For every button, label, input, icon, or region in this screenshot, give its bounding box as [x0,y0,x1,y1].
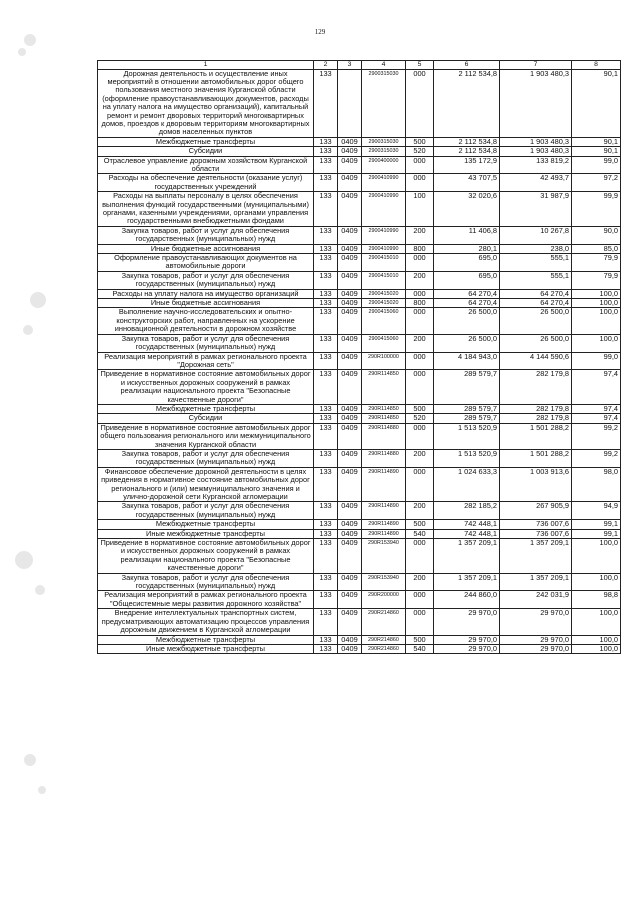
row-section-code: 0409 [338,137,362,146]
row-percent: 100,0 [572,609,621,635]
table-row [98,573,621,591]
row-admin-code: 133 [314,644,338,653]
row-section-code: 0409 [338,289,362,298]
row-expense-type: 100 [406,192,434,227]
row-admin-code: 133 [314,174,338,192]
row-admin-code: 133 [314,137,338,146]
row-admin-code: 133 [314,591,338,609]
row-expense-type: 000 [406,423,434,449]
row-target-code: 2900410990 [362,174,406,192]
row-percent: 99,9 [572,192,621,227]
row-section-code: 0409 [338,529,362,538]
page-number: 129 [314,28,326,36]
row-target-code: 290R114850 [362,404,406,413]
row-expense-type: 000 [406,308,434,334]
row-planned-amount: 289 579,7 [434,370,500,405]
row-expense-type: 000 [406,467,434,502]
table-row [98,226,621,244]
row-expense-type: 000 [406,370,434,405]
row-section-code: 0409 [338,449,362,467]
row-admin-code: 133 [314,352,338,370]
row-planned-amount: 244 860,0 [434,591,500,609]
row-planned-amount: 742 448,1 [434,529,500,538]
row-section-code: 0409 [338,299,362,308]
table-row [98,352,621,370]
row-section-code: 0409 [338,254,362,272]
row-target-code: 290R114890 [362,529,406,538]
row-admin-code: 133 [314,147,338,156]
row-actual-amount: 64 270,4 [500,289,572,298]
row-section-code: 0409 [338,174,362,192]
row-target-code: 2900415020 [362,289,406,298]
row-target-code: 290R114850 [362,414,406,423]
row-actual-amount: 555,1 [500,254,572,272]
row-name: Приведение в нормативное состояние автомобильных дорог и искусственных дорожных сооружений в рамках реализации национального проекта "Безопасные качественные дороги" [98,370,314,405]
row-actual-amount: 555,1 [500,271,572,289]
row-actual-amount: 1 357 209,1 [500,573,572,591]
row-actual-amount: 282 179,8 [500,414,572,423]
row-percent: 100,0 [572,334,621,352]
row-section-code: 0409 [338,502,362,520]
row-actual-amount: 1 903 480,3 [500,147,572,156]
row-target-code: 290R153940 [362,573,406,591]
table-row [98,529,621,538]
row-percent: 99,2 [572,449,621,467]
row-target-code: 2900410990 [362,244,406,253]
row-admin-code: 133 [314,520,338,529]
row-section-code: 0409 [338,370,362,405]
row-actual-amount: 282 179,8 [500,370,572,405]
row-target-code: 290R114890 [362,520,406,529]
row-name: Иные бюджетные ассигнования [98,299,314,308]
row-expense-type: 500 [406,520,434,529]
row-admin-code: 133 [314,370,338,405]
table-row [98,404,621,413]
row-actual-amount: 29 970,0 [500,609,572,635]
row-percent: 98,8 [572,591,621,609]
row-planned-amount: 43 707,5 [434,174,500,192]
row-expense-type: 520 [406,147,434,156]
row-name: Иные межбюджетные трансферты [98,644,314,653]
row-percent: 100,0 [572,308,621,334]
table-row [98,370,621,405]
table-row [98,192,621,227]
row-percent: 79,9 [572,271,621,289]
row-planned-amount: 4 184 943,0 [434,352,500,370]
row-planned-amount: 26 500,0 [434,308,500,334]
row-planned-amount: 289 579,7 [434,404,500,413]
header-row [98,61,621,70]
table-row [98,156,621,174]
row-name: Закупка товаров, работ и услуг для обеспечения государственных (муниципальных) нужд [98,449,314,467]
row-target-code: 2900415060 [362,334,406,352]
row-actual-amount: 31 987,9 [500,192,572,227]
table-row [98,449,621,467]
row-percent: 100,0 [572,299,621,308]
row-actual-amount: 10 267,8 [500,226,572,244]
row-name: Закупка товаров, работ и услуг для обеспечения государственных (муниципальных) нужд [98,573,314,591]
row-actual-amount: 29 970,0 [500,644,572,653]
row-actual-amount: 736 007,6 [500,529,572,538]
row-section-code: 0409 [338,520,362,529]
row-planned-amount: 1 513 520,9 [434,423,500,449]
row-expense-type: 000 [406,254,434,272]
table-row [98,299,621,308]
row-expense-type: 200 [406,271,434,289]
row-planned-amount: 1 357 209,1 [434,539,500,574]
row-expense-type: 500 [406,635,434,644]
row-name: Закупка товаров, работ и услуг для обеспечения государственных (муниципальных) нужд [98,334,314,352]
table-row [98,423,621,449]
row-name: Иные межбюджетные трансферты [98,529,314,538]
row-admin-code: 133 [314,226,338,244]
row-expense-type: 200 [406,449,434,467]
row-section-code: 0409 [338,244,362,253]
row-planned-amount: 742 448,1 [434,520,500,529]
row-planned-amount: 29 970,0 [434,635,500,644]
row-actual-amount: 1 357 209,1 [500,539,572,574]
row-section-code [338,69,362,137]
row-name: Выполнение научно-исследовательских и опытно-конструкторских работ, направленных на ускорение инновационной деятельности в дорожном хозяйстве [98,308,314,334]
row-target-code: 2900415020 [362,299,406,308]
col-header-5: 5 [406,61,434,70]
row-percent: 90,0 [572,226,621,244]
row-section-code: 0409 [338,271,362,289]
budget-table [97,60,621,654]
row-admin-code: 133 [314,254,338,272]
table-row [98,174,621,192]
row-admin-code: 133 [314,244,338,253]
row-percent: 100,0 [572,635,621,644]
table-row [98,69,621,137]
row-target-code: 2900410990 [362,192,406,227]
row-name: Реализация мероприятий в рамках регионального проекта "Дорожная сеть" [98,352,314,370]
row-admin-code: 133 [314,529,338,538]
row-percent: 97,4 [572,414,621,423]
row-admin-code: 133 [314,271,338,289]
row-actual-amount: 4 144 590,6 [500,352,572,370]
row-planned-amount: 1 357 209,1 [434,573,500,591]
table-row [98,147,621,156]
row-percent: 97,2 [572,174,621,192]
row-percent: 79,9 [572,254,621,272]
row-actual-amount: 1 903 480,3 [500,69,572,137]
row-name: Приведение в нормативное состояние автомобильных дорог общего пользования регионального или межмуниципального значения Курганской области [98,423,314,449]
row-expense-type: 000 [406,352,434,370]
col-header-3: 3 [338,61,362,70]
row-section-code: 0409 [338,192,362,227]
row-name: Межбюджетные трансферты [98,635,314,644]
row-section-code: 0409 [338,635,362,644]
row-admin-code: 133 [314,308,338,334]
row-name: Субсидии [98,147,314,156]
row-target-code: 290R214860 [362,644,406,653]
row-target-code: 2900400000 [362,156,406,174]
row-name: Межбюджетные трансферты [98,137,314,146]
row-name: Расходы на обеспечение деятельности (оказание услуг) государственных учреждений [98,174,314,192]
row-name: Приведение в нормативное состояние автомобильных дорог и искусственных дорожных сооружений в рамках реализации национального проекта "Безопасные качественные дороги" [98,539,314,574]
row-section-code: 0409 [338,539,362,574]
row-actual-amount: 736 007,6 [500,520,572,529]
row-planned-amount: 26 500,0 [434,334,500,352]
row-target-code: 2900415010 [362,254,406,272]
row-actual-amount: 242 031,9 [500,591,572,609]
row-admin-code: 133 [314,423,338,449]
row-percent: 100,0 [572,644,621,653]
table-row [98,520,621,529]
row-expense-type: 000 [406,609,434,635]
row-expense-type: 000 [406,69,434,137]
row-name: Отраслевое управление дорожным хозяйством Курганской области [98,156,314,174]
table-row [98,334,621,352]
row-name: Расходы на выплаты персоналу в целях обеспечения выполнения функций государственными (муниципальными) органами, казенными учреждениями, органами управления государственными внебюджетными фондами [98,192,314,227]
row-name: Иные бюджетные ассигнования [98,244,314,253]
row-expense-type: 800 [406,299,434,308]
row-percent: 97,4 [572,404,621,413]
row-admin-code: 133 [314,69,338,137]
row-name: Закупка товаров, работ и услуг для обеспечения государственных (муниципальных) нужд [98,502,314,520]
row-percent: 100,0 [572,289,621,298]
row-actual-amount: 42 493,7 [500,174,572,192]
row-planned-amount: 280,1 [434,244,500,253]
row-target-code: 2900415010 [362,271,406,289]
row-expense-type: 200 [406,226,434,244]
row-actual-amount: 133 819,2 [500,156,572,174]
row-percent: 99,1 [572,529,621,538]
row-actual-amount: 1 501 288,2 [500,449,572,467]
row-percent: 85,0 [572,244,621,253]
col-header-7: 7 [500,61,572,70]
row-expense-type: 000 [406,156,434,174]
table-row [98,244,621,253]
row-planned-amount: 2 112 534,8 [434,147,500,156]
row-planned-amount: 29 970,0 [434,609,500,635]
row-section-code: 0409 [338,573,362,591]
row-percent: 99,0 [572,156,621,174]
row-admin-code: 133 [314,573,338,591]
table-row [98,644,621,653]
row-target-code: 290R114890 [362,502,406,520]
row-admin-code: 133 [314,467,338,502]
row-name: Финансовое обеспечение дорожной деятельности в целях приведения в нормативное состояние автомобильных дорог регионального и (или) межмуниципального значения и улично-дорожной сети Курганской агломерации [98,467,314,502]
row-name: Субсидии [98,414,314,423]
row-admin-code: 133 [314,609,338,635]
row-name: Расходы на уплату налога на имущество организаций [98,289,314,298]
table-row [98,271,621,289]
row-target-code: 290R200000 [362,591,406,609]
row-admin-code: 133 [314,299,338,308]
row-name: Закупка товаров, работ и услуг для обеспечения государственных (муниципальных) нужд [98,271,314,289]
row-planned-amount: 2 112 534,8 [434,137,500,146]
row-section-code: 0409 [338,414,362,423]
row-percent: 99,0 [572,352,621,370]
row-actual-amount: 267 905,9 [500,502,572,520]
row-target-code: 2900415060 [362,308,406,334]
row-target-code: 290R114890 [362,467,406,502]
row-admin-code: 133 [314,404,338,413]
col-header-1: 1 [98,61,314,70]
row-planned-amount: 695,0 [434,254,500,272]
row-percent: 97,4 [572,370,621,405]
row-planned-amount: 135 172,9 [434,156,500,174]
table-row [98,289,621,298]
col-header-8: 8 [572,61,621,70]
row-target-code: 2900315030 [362,147,406,156]
row-planned-amount: 282 185,2 [434,502,500,520]
row-actual-amount: 1 903 480,3 [500,137,572,146]
table-row [98,502,621,520]
row-target-code: 290R100000 [362,352,406,370]
row-name: Закупка товаров, работ и услуг для обеспечения государственных (муниципальных) нужд [98,226,314,244]
row-planned-amount: 1 513 520,9 [434,449,500,467]
row-admin-code: 133 [314,334,338,352]
row-target-code: 2900410990 [362,226,406,244]
row-admin-code: 133 [314,539,338,574]
row-expense-type: 000 [406,289,434,298]
row-section-code: 0409 [338,226,362,244]
row-admin-code: 133 [314,449,338,467]
row-planned-amount: 64 270,4 [434,289,500,298]
row-admin-code: 133 [314,502,338,520]
row-percent: 94,9 [572,502,621,520]
row-section-code: 0409 [338,352,362,370]
row-section-code: 0409 [338,591,362,609]
table-row [98,635,621,644]
row-expense-type: 540 [406,529,434,538]
table-row [98,308,621,334]
row-percent: 90,1 [572,147,621,156]
row-expense-type: 000 [406,174,434,192]
row-admin-code: 133 [314,414,338,423]
row-planned-amount: 695,0 [434,271,500,289]
row-expense-type: 520 [406,414,434,423]
row-admin-code: 133 [314,156,338,174]
row-name: Оформление правоустанавливающих документов на автомобильные дороги [98,254,314,272]
row-percent: 90,1 [572,69,621,137]
row-name: Внедрение интеллектуальных транспортных систем, предусматривающих автоматизацию процессов управления дорожным движением в Курганской агломерации [98,609,314,635]
row-actual-amount: 26 500,0 [500,308,572,334]
row-section-code: 0409 [338,467,362,502]
row-expense-type: 200 [406,573,434,591]
row-expense-type: 200 [406,334,434,352]
row-target-code: 290R114880 [362,423,406,449]
row-name: Межбюджетные трансферты [98,404,314,413]
row-planned-amount: 289 579,7 [434,414,500,423]
row-actual-amount: 238,0 [500,244,572,253]
row-target-code: 290R114880 [362,449,406,467]
row-percent: 99,2 [572,423,621,449]
row-section-code: 0409 [338,147,362,156]
table-row [98,591,621,609]
row-name: Реализация мероприятий в рамках регионального проекта "Общесистемные меры развития дорожного хозяйства" [98,591,314,609]
table-row [98,467,621,502]
row-admin-code: 133 [314,635,338,644]
row-expense-type: 800 [406,244,434,253]
row-expense-type: 540 [406,644,434,653]
table-row [98,539,621,574]
table-row [98,254,621,272]
row-expense-type: 500 [406,137,434,146]
row-actual-amount: 1 003 913,6 [500,467,572,502]
row-percent: 98,0 [572,467,621,502]
row-target-code: 2900315030 [362,137,406,146]
row-percent: 100,0 [572,539,621,574]
row-percent: 99,1 [572,520,621,529]
row-target-code: 290R214860 [362,635,406,644]
col-header-6: 6 [434,61,500,70]
row-planned-amount: 11 406,8 [434,226,500,244]
row-planned-amount: 29 970,0 [434,644,500,653]
row-section-code: 0409 [338,423,362,449]
row-section-code: 0409 [338,156,362,174]
row-planned-amount: 32 020,6 [434,192,500,227]
row-section-code: 0409 [338,334,362,352]
row-expense-type: 000 [406,539,434,574]
col-header-4: 4 [362,61,406,70]
row-planned-amount: 1 024 633,3 [434,467,500,502]
row-actual-amount: 26 500,0 [500,334,572,352]
table-row [98,414,621,423]
row-section-code: 0409 [338,644,362,653]
row-section-code: 0409 [338,404,362,413]
row-expense-type: 200 [406,502,434,520]
row-expense-type: 500 [406,404,434,413]
table-row [98,137,621,146]
row-expense-type: 000 [406,591,434,609]
row-percent: 100,0 [572,573,621,591]
row-target-code: 290R214860 [362,609,406,635]
row-percent: 90,1 [572,137,621,146]
row-name: Дорожная деятельность и осуществление иных мероприятий в отношении автомобильных дорог общего пользования местного значения Курганской области (оформление правоустанавливающих документов, расходы на уплату налога на имущество организаций), капитальный ремонт и ремонт дворовых территорий многоквартирных домов, проездов к дворовым территориям многоквартирных домов населенных пунктов [98,69,314,137]
scan-smudge [0,0,70,905]
row-actual-amount: 64 270,4 [500,299,572,308]
row-target-code: 290R153940 [362,539,406,574]
row-actual-amount: 282 179,8 [500,404,572,413]
row-name: Межбюджетные трансферты [98,520,314,529]
col-header-2: 2 [314,61,338,70]
table-row [98,609,621,635]
row-section-code: 0409 [338,308,362,334]
row-planned-amount: 2 112 534,8 [434,69,500,137]
row-actual-amount: 29 970,0 [500,635,572,644]
row-target-code: 290R114850 [362,370,406,405]
row-admin-code: 133 [314,289,338,298]
row-planned-amount: 64 270,4 [434,299,500,308]
row-actual-amount: 1 501 288,2 [500,423,572,449]
row-target-code: 2900315030 [362,69,406,137]
row-admin-code: 133 [314,192,338,227]
row-section-code: 0409 [338,609,362,635]
